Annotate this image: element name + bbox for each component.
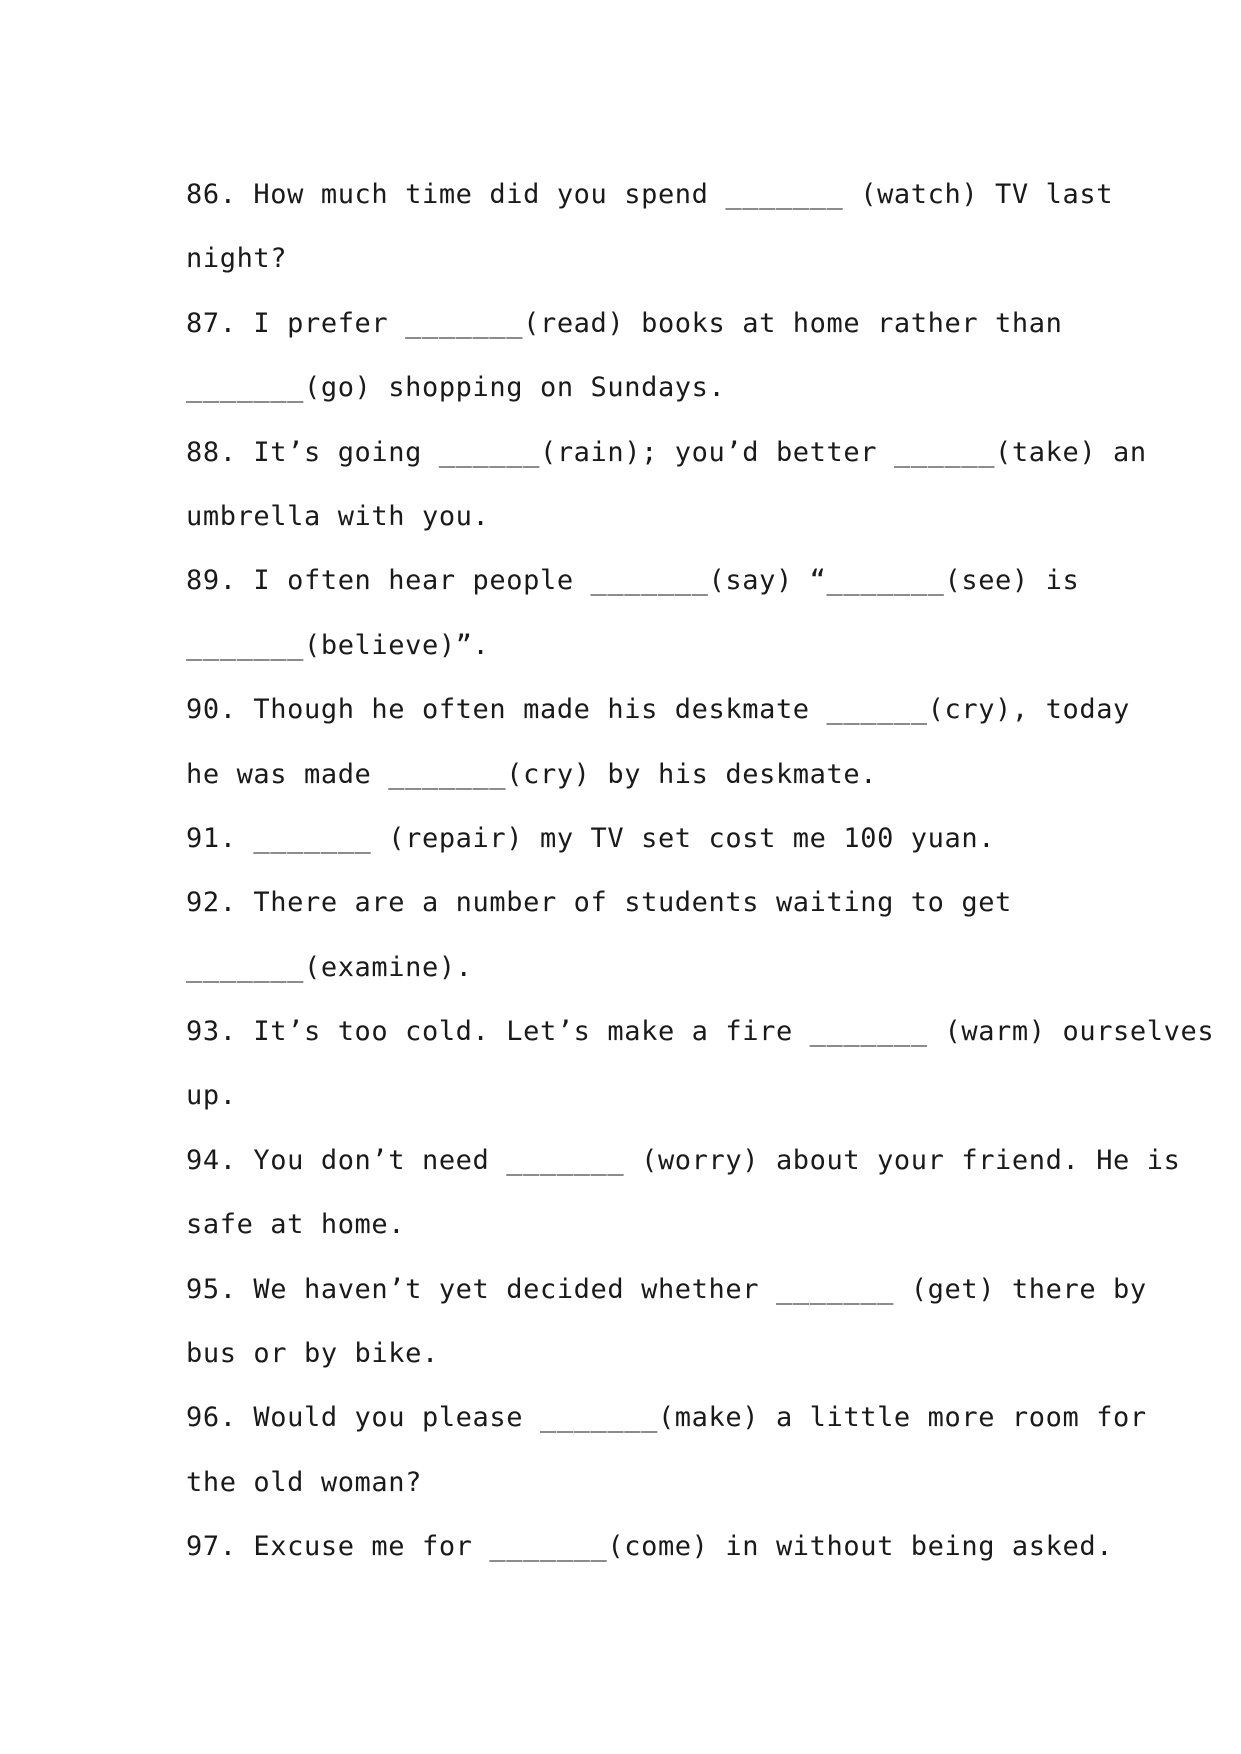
question-line: 91. _______ (repair) my TV set cost me 100 yuan. [186,822,996,854]
question-89 [186,549,1186,678]
question-93 [186,1000,1215,1129]
question-92 [186,871,1186,1000]
question-line: he was made _______(cry) by his deskmate. [186,758,878,790]
question-line: 87. I prefer _______(read) books at home rather than [186,307,1063,339]
question-line: 97. Excuse me for _______(come) in without being asked. [186,1531,1114,1563]
question-97 [186,1515,1186,1579]
question-line: 92. There are a number of students waiting to get [186,887,1012,919]
question-line: 94. You don’t need _______ (worry) about your friend. He is [186,1144,1181,1176]
question-88 [186,421,1186,550]
question-line: 95. We haven’t yet decided whether _______ (get) there by [186,1273,1147,1305]
question-line: safe at home. [186,1209,406,1241]
question-line: 89. I often hear people _______(say) “_______(see) is [186,565,1080,597]
question-87 [186,292,1186,421]
question-91 [186,807,1186,871]
question-line: _______(believe)”. [186,629,490,661]
question-86 [186,163,1186,292]
question-line: 88. It’s going ______(rain); you’d better ______(take) an [186,436,1147,468]
exercise-list [186,163,1215,1580]
question-line: bus or by bike. [186,1338,439,1370]
question-95 [186,1258,1186,1387]
question-94 [186,1129,1186,1258]
question-line: _______(go) shopping on Sundays. [186,372,726,404]
question-line: 93. It’s too cold. Let’s make a fire _______ (warm) ourselves [186,1016,1215,1048]
question-line: 96. Would you please _______(make) a little more room for [186,1402,1147,1434]
question-line: up. [186,1080,237,1112]
question-96 [186,1386,1186,1515]
question-line: night? [186,243,288,275]
question-line: _______(examine). [186,951,473,983]
question-line: 90. Though he often made his deskmate ______(cry), today [186,694,1130,726]
question-90 [186,678,1186,807]
question-line: 86. How much time did you spend _______ (watch) TV last [186,179,1114,210]
question-line: the old woman? [186,1466,422,1498]
question-line: umbrella with you. [186,500,490,532]
